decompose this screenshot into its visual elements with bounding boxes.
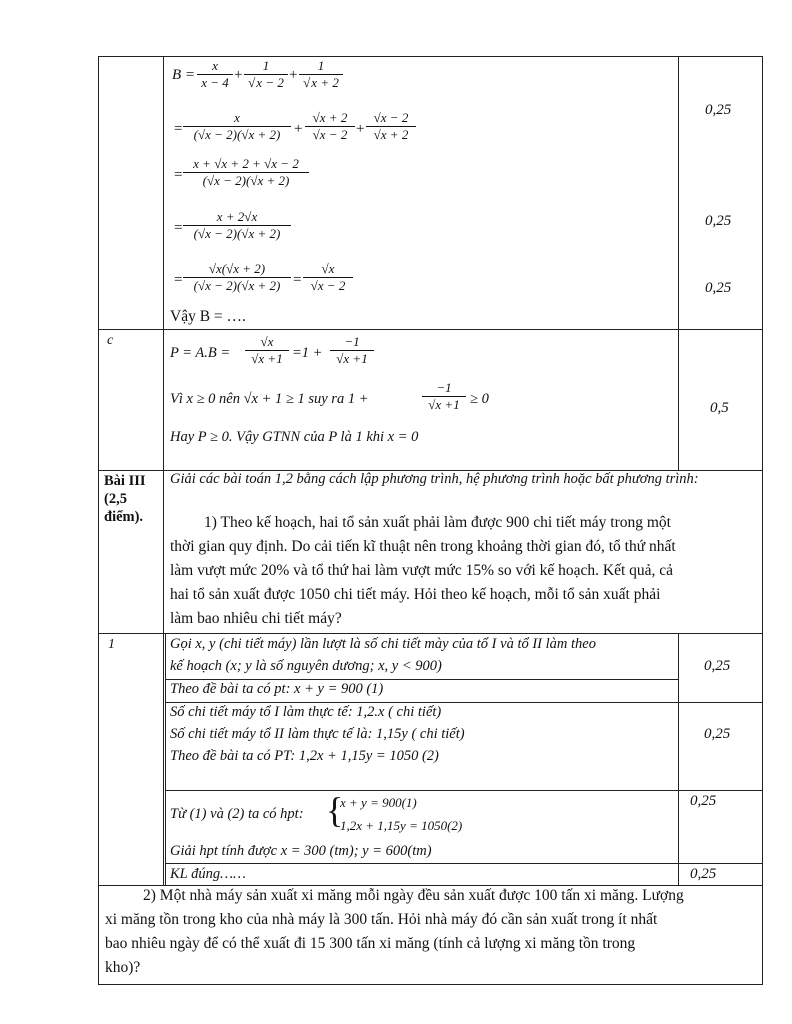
sol-row1-line: Gọi x, y (chi tiết máy) lần lượt là số chi tiết mày của tổ I và tổ II làm theo bbox=[170, 636, 596, 652]
c-fraction1: √x √x +1 bbox=[245, 334, 289, 367]
sol-row2-line: Theo đề bài ta có pt: x + y = 900 (1) bbox=[170, 681, 384, 697]
sol-row1-line: kế hoạch (x; y là số nguyên dương; x, y < 900) bbox=[170, 658, 442, 674]
b-score-3: 0,25 bbox=[705, 280, 732, 296]
problem1-line: thời gian quy định. Do cải tiến kĩ thuật nên trong khoảng thời gian đó, tổ thứ nhất bbox=[170, 538, 676, 555]
c-score: 0,5 bbox=[710, 400, 729, 416]
sol-row4-line: Từ (1) và (2) ta có hpt: bbox=[170, 806, 304, 822]
sol-row5-line: KL đúng…… bbox=[170, 866, 246, 882]
c-line2-post: ≥ 0 bbox=[470, 391, 489, 407]
b-score-1: 0,25 bbox=[705, 102, 732, 118]
sol-score-1: 0,25 bbox=[704, 658, 731, 674]
problem2-line: bao nhiêu ngày để có thể xuất đi 15 300 tấn xi măng (tính cả lượng xi măng tồn trong bbox=[105, 935, 636, 952]
sol-row3-line: Theo đề bài ta có PT: 1,2x + 1,15y = 1050 (2) bbox=[170, 748, 439, 764]
sol-score-2: 0,25 bbox=[704, 726, 731, 742]
c-line1-lhs: P = A.B = bbox=[170, 345, 231, 361]
c-line1-mid: =1 + bbox=[292, 345, 323, 361]
b2-term1: x (√x − 2)(√x + 2) bbox=[183, 110, 291, 143]
problem1-line: hai tổ sản xuất được 1050 chi tiết máy. Hỏi theo kế hoạch, mỗi tổ sản xuất phải bbox=[170, 586, 661, 603]
problem2-line: xi măng tồn trong kho của nhà máy là 300 tấn. Hỏi nhà máy đó cần sản xuất trong ít nhất bbox=[105, 911, 658, 928]
plus: + bbox=[234, 67, 243, 83]
b-term2: 1 √x − 2 bbox=[244, 58, 288, 91]
b2-term2: √x + 2 √x − 2 bbox=[305, 110, 355, 143]
system-eq2: 1,2x + 1,15y = 1050(2) bbox=[340, 818, 463, 833]
problem1-line: làm vượt mức 20% và tổ thứ hai làm vượt mức 15% so với kế hoạch. Kết quả, cả bbox=[170, 562, 674, 579]
problem1-line: 1) Theo kế hoạch, hai tổ sản xuất phải làm được 900 chi tiết máy trong một bbox=[204, 514, 671, 531]
b-term1: x x − 4 bbox=[197, 58, 233, 91]
equals: = bbox=[174, 220, 183, 236]
problem2-line: 2) Một nhà máy sản xuất xi măng mỗi ngày đều sản xuất được 100 tấn xi măng. Lượng bbox=[143, 887, 684, 904]
b5-fraction2: √x √x − 2 bbox=[303, 261, 353, 294]
plus: + bbox=[289, 67, 298, 83]
bai3-points-unit: điểm). bbox=[104, 509, 144, 525]
problem2-line: kho)? bbox=[105, 959, 141, 976]
b-conclusion: Vậy B = …. bbox=[170, 308, 246, 325]
bai3-label: Bài III bbox=[104, 473, 146, 489]
c-label: c bbox=[107, 333, 114, 348]
sol-row4-line: Giải hpt tính được x = 300 (tm); y = 600(tm) bbox=[170, 843, 432, 859]
system-brace: { bbox=[326, 790, 344, 830]
bai3-points: (2,5 bbox=[104, 491, 127, 507]
b-term3: 1 √x + 2 bbox=[299, 58, 343, 91]
equals: = bbox=[174, 121, 183, 137]
c-line2-fraction: −1 √x +1 bbox=[422, 380, 466, 413]
sol-row3-line: Số chi tiết máy tổ I làm thực tế: 1,2.x ( chi tiết) bbox=[170, 704, 442, 720]
equals: = bbox=[174, 167, 183, 183]
equals: = bbox=[293, 272, 302, 288]
b3-fraction: x + √x + 2 + √x − 2 (√x − 2)(√x + 2) bbox=[183, 156, 309, 189]
sol-score-3: 0,25 bbox=[690, 793, 717, 809]
system-eq1: x + y = 900(1) bbox=[340, 795, 417, 810]
b4-fraction: x + 2√x (√x − 2)(√x + 2) bbox=[183, 209, 291, 242]
b2-term3: √x − 2 √x + 2 bbox=[366, 110, 416, 143]
c-fraction2: −1 √x +1 bbox=[330, 334, 374, 367]
problem1-line: làm bao nhiêu chi tiết máy? bbox=[170, 610, 342, 627]
c-line3: Hay P ≥ 0. Vậy GTNN của P là 1 khi x = 0 bbox=[170, 429, 419, 445]
sol-score-4: 0,25 bbox=[690, 866, 717, 882]
plus: + bbox=[356, 121, 365, 137]
equals: = bbox=[174, 272, 183, 288]
b5-fraction1: √x(√x + 2) (√x − 2)(√x + 2) bbox=[183, 261, 291, 294]
c-line2-pre: Vì x ≥ 0 nên √x + 1 ≥ 1 suy ra 1 + bbox=[170, 391, 369, 407]
bai3-instruction: Giải các bài toán 1,2 bằng cách lập phương trình, hệ phương trình hoặc bất phương trình: bbox=[170, 471, 699, 487]
sol-row3-line: Số chi tiết máy tổ II làm thực tế là: 1,15y ( chi tiết) bbox=[170, 726, 465, 742]
solution1-label: 1 bbox=[108, 637, 115, 652]
plus: + bbox=[294, 121, 303, 137]
b-score-2: 0,25 bbox=[705, 213, 732, 229]
b-lhs: B = bbox=[172, 67, 196, 83]
